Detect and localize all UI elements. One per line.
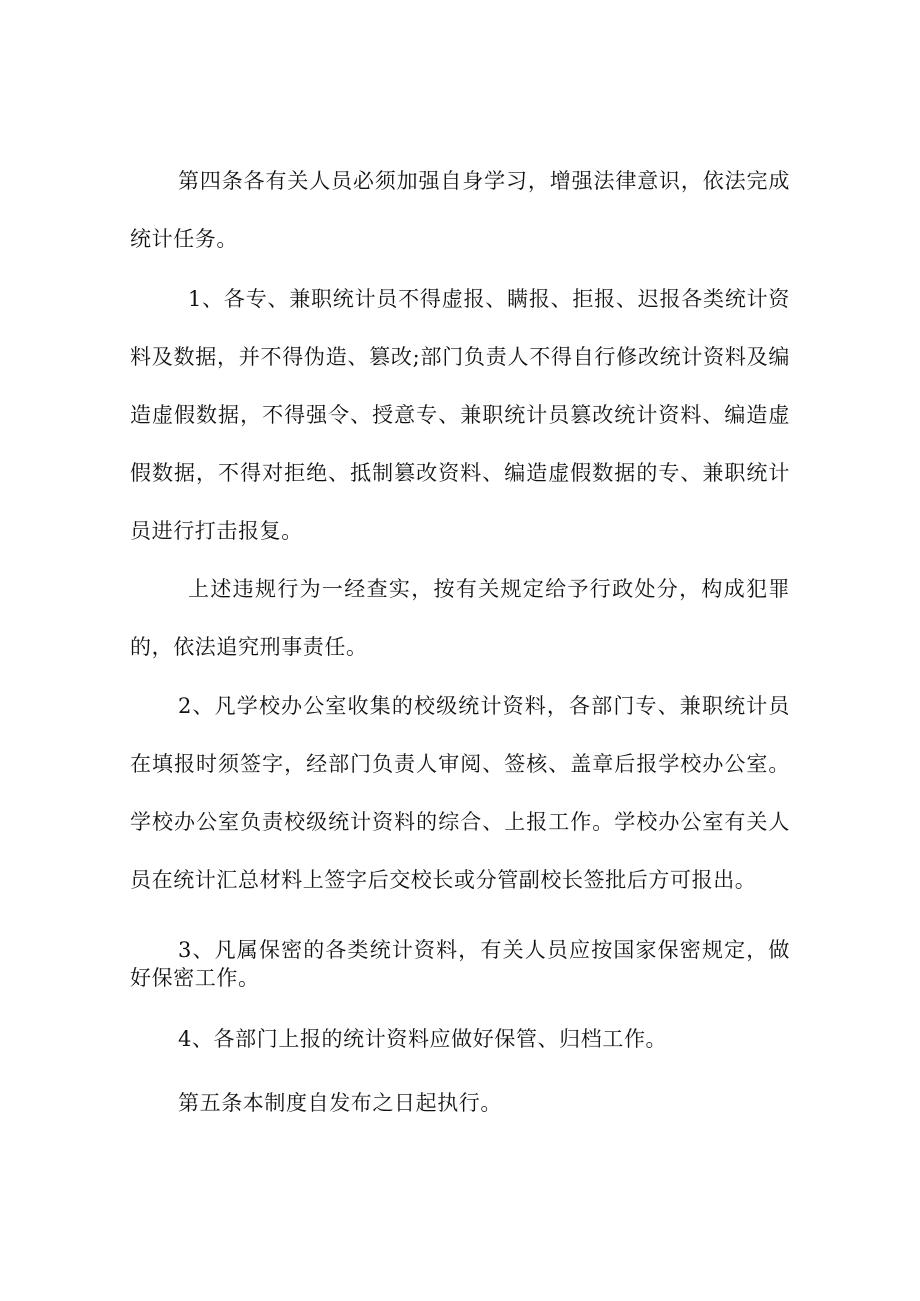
item-4-paragraph: 4、各部门上报的统计资料应做好保管、归档工作。 xyxy=(178,1027,668,1051)
violation-consequence-paragraph: 上述违规行为一经查实，按有关规定给予行政处分，构成犯罪的，依法追究刑事责任。 xyxy=(130,577,790,659)
article-4-paragraph: 第四条各有关人员必须加强自身学习，增强法律意识，依法完成统计任务。 xyxy=(130,169,790,251)
item-3-paragraph: 3、凡属保密的各类统计资料，有关人员应按国家保密规定，做好保密工作。 xyxy=(130,938,790,990)
article-5-paragraph: 第五条本制度自发布之日起执行。 xyxy=(178,1091,502,1115)
item-2-paragraph: 2、凡学校办公室收集的校级统计资料，各部门专、兼职统计员在填报时须签字，经部门负责人审阅、签核、盖章后报学校办公室。学校办公室负责校级统计资料的综合、上报工作。学校办公室有关人员在统计汇总材料上签字后交校长或分管副校长签批后方可报出。 xyxy=(130,694,790,892)
item-1-paragraph: 1、各专、兼职统计员不得虚报、瞒报、拒报、迟报各类统计资料及数据，并不得伪造、篡改;部门负责人不得自行修改统计资料及编造虚假数据，不得强令、授意专、兼职统计员篡改统计资料、编造虚假数据，不得对拒绝、抵制篡改资料、编造虚假数据的专、兼职统计员进行打击报复。 xyxy=(130,287,790,543)
